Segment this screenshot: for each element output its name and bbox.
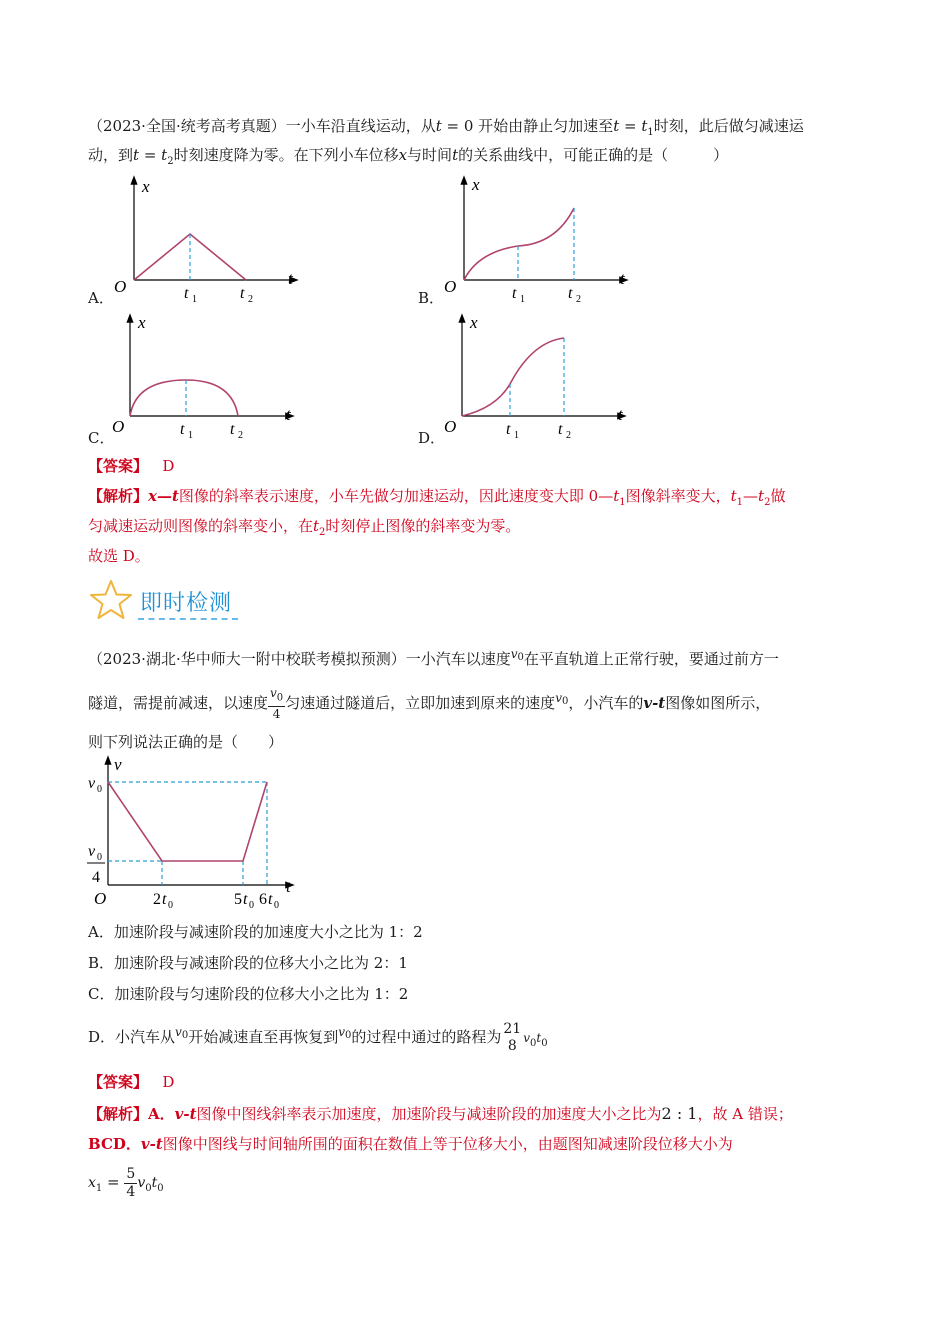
vt-graph bbox=[84, 754, 304, 914]
frac-21-8: 21 8 bbox=[503, 1021, 522, 1054]
v-axis-label: v bbox=[114, 755, 122, 774]
tick-6t0-sub: 0 bbox=[274, 900, 279, 911]
frac-5-4: $\frac{5}{4}$ bbox=[126, 1165, 136, 1200]
t1-sub: 1 bbox=[514, 430, 519, 441]
tick-5t0-sub: 0 bbox=[249, 900, 254, 911]
q1-analysis-line1: 【解析】x—t图像的斜率表示速度，小车先做匀加速运动，因此速度变大即 $0—t_1$图像斜率变大，$t_1—t_2$做 bbox=[88, 487, 786, 508]
q1-stem-line2: 动，到$t = t_2$时刻速度降为零。在下列小车位移x与时间t的关系曲线中，可能正确的是（ ） bbox=[88, 146, 729, 167]
x-axis-label: x bbox=[472, 175, 480, 194]
tick-2t0-sub: 0 bbox=[168, 900, 173, 911]
vt-curve bbox=[108, 782, 267, 861]
section-banner bbox=[88, 578, 248, 624]
tick-6t0-coef: 6 bbox=[259, 891, 267, 908]
graph-option-c bbox=[104, 312, 304, 442]
q2-analysis-line2: BCD．v-t图像中图线与时间轴所围的面积在数值上等于位移大小，由题图知减速阶段位移大小为 bbox=[88, 1135, 733, 1153]
section-title: 即时检测 bbox=[140, 591, 233, 616]
t-axis-label: t bbox=[618, 405, 623, 424]
q2-equation: $x_1$ = $\frac{5}{4}$ $v_0t_0$ bbox=[88, 1165, 164, 1200]
q2-option-a[interactable]: A．加速阶段与减速阶段的加速度大小之比为 1：2 bbox=[88, 923, 423, 941]
q2-stem-line2: 隧道，需提前减速，以速度 $\frac{v_0}{4}$ 匀速通过隧道后，立即加速到原来的速度$^v_0$，小汽车的v-t图像如图所示， bbox=[88, 686, 771, 721]
v0-over-4: $\frac{v_0}{4}$ bbox=[270, 686, 284, 721]
origin-label: O bbox=[94, 889, 107, 908]
t2-label: t bbox=[568, 285, 573, 302]
origin-label: O bbox=[112, 417, 125, 436]
x-axis-label: x bbox=[142, 177, 150, 196]
tick-2t0-t: t bbox=[162, 891, 167, 908]
v0-sub: 0 bbox=[97, 784, 102, 795]
t2-label: t bbox=[240, 285, 245, 302]
option-c-label[interactable]: C． bbox=[88, 429, 115, 447]
t2-sub: 2 bbox=[248, 294, 253, 302]
t2-sub: 2 bbox=[566, 430, 571, 441]
t-axis-label: t bbox=[286, 405, 291, 424]
q1-analysis-line3: 故选 D。 bbox=[88, 547, 150, 565]
t1-sub: 1 bbox=[520, 294, 525, 302]
graph-option-a bbox=[108, 172, 308, 302]
option-b-label[interactable]: B． bbox=[418, 289, 445, 307]
t-axis-label: t bbox=[286, 877, 291, 896]
t-axis-label: t bbox=[620, 269, 625, 288]
tick-6t0-t: t bbox=[268, 891, 273, 908]
t1-label: t bbox=[506, 421, 511, 438]
t2-sub: 2 bbox=[576, 294, 581, 302]
t-axis-label: t bbox=[288, 269, 293, 288]
q1-answer: 【答案】 D bbox=[88, 457, 175, 475]
x-axis-label: x bbox=[138, 313, 146, 332]
t1-sub: 1 bbox=[192, 294, 197, 302]
origin-label: O bbox=[114, 277, 127, 296]
q1-stem-line1: （2023·全国·统考高考真题）一小车沿直线运动，从t = 0 开始由静止匀加速至$t = t_1$时刻，此后做匀减速运 bbox=[88, 117, 804, 138]
t2-sub: 2 bbox=[238, 430, 243, 441]
xt-curve bbox=[462, 338, 564, 416]
origin-label: O bbox=[444, 277, 457, 296]
origin-label: O bbox=[444, 417, 457, 436]
option-a-label[interactable]: A． bbox=[88, 289, 114, 307]
q2-analysis-line1: 【解析】A．v-t图像中图线斜率表示加速度，加速阶段与减速阶段的加速度大小之比为2 : 1，故 A 错误； bbox=[88, 1104, 793, 1123]
star-icon bbox=[88, 578, 134, 622]
q2-option-d[interactable]: D．小汽车从$^v_0$开始减速直至再恢复到$^v_0$的过程中通过的路程为 21 8 $v_0t_0$ bbox=[88, 1021, 548, 1054]
xt-curve bbox=[130, 380, 238, 416]
graph-option-d bbox=[436, 312, 636, 442]
v04-num-sub: 0 bbox=[97, 852, 102, 863]
t1-label: t bbox=[184, 285, 189, 302]
t2-label: t bbox=[558, 421, 563, 438]
t2-label: t bbox=[230, 421, 235, 438]
xt-curve bbox=[464, 208, 574, 280]
tick-5t0-t: t bbox=[243, 891, 248, 908]
option-d-label[interactable]: D． bbox=[418, 429, 446, 447]
t1-label: t bbox=[512, 285, 517, 302]
q2-option-b[interactable]: B．加速阶段与减速阶段的位移大小之比为 2：1 bbox=[88, 954, 408, 972]
q2-stem-line1: （2023·湖北·华中师大一附中校联考模拟预测）一小汽车以速度$^v_0$在平直轨道上正常行驶，要通过前方一 bbox=[88, 647, 779, 668]
v0-label: v bbox=[88, 775, 96, 792]
graph-option-b bbox=[438, 172, 638, 302]
v04-den: 4 bbox=[92, 869, 100, 886]
t1-sub: 1 bbox=[188, 430, 193, 441]
t1-label: t bbox=[180, 421, 185, 438]
section-underline bbox=[138, 618, 238, 620]
q1-analysis-line2: 匀减速运动则图像的斜率变小，在$t_2$时刻停止图像的斜率变为零。 bbox=[88, 517, 521, 538]
tick-5t0-coef: 5 bbox=[234, 891, 242, 908]
q2-answer: 【答案】 D bbox=[88, 1073, 175, 1091]
x-axis-label: x bbox=[470, 313, 478, 332]
tick-2t0-coef: 2 bbox=[153, 891, 161, 908]
v04-num: v bbox=[88, 843, 96, 860]
q2-option-c[interactable]: C．加速阶段与匀速阶段的位移大小之比为 1：2 bbox=[88, 985, 409, 1003]
q2-stem-line3: 则下列说法正确的是（ ） bbox=[88, 733, 284, 751]
